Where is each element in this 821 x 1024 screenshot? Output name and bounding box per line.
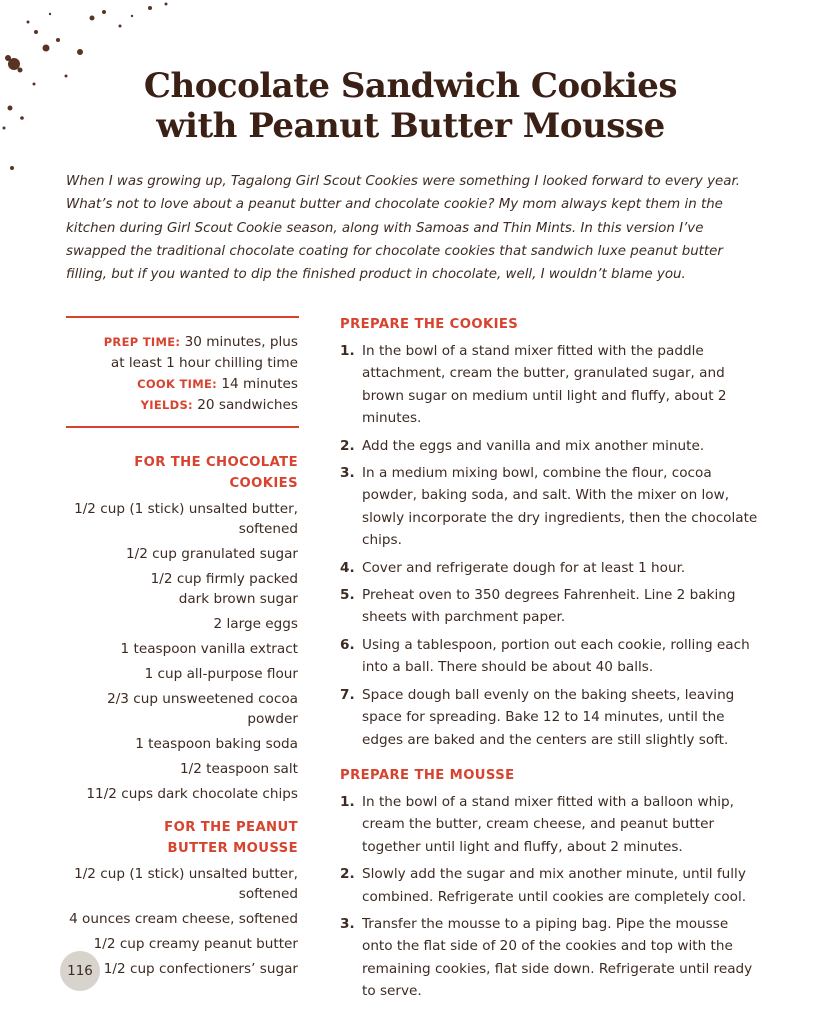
mousse-ingredients-heading: [66, 817, 298, 859]
method-step: [340, 791, 760, 858]
ingredient-line: dark brown sugar: [178, 591, 298, 607]
cook-time-value: 14 minutes: [221, 376, 298, 392]
cookies-ingredients-list: [66, 499, 298, 804]
recipe-intro: When I was growing up, Tagalong Girl Scout Cookies were something I looked forward to every year. What’s not to love about a peanut butter and chocolate cookie? My mom always kept them in the kitchen during Girl Scout Cookie season, along with Samoas and Thin Mints. In this version I’ve swapped the traditional chocolate coating for chocolate cookies that sandwich luxe peanut butter filling, but if you wanted to dip the finished product in chocolate, well, I wouldn’t blame you.: [66, 174, 740, 283]
prepare-mousse-steps: [340, 791, 760, 1003]
method-column: [340, 314, 760, 1008]
ingredient-item: [66, 544, 298, 564]
ingredient-line: softened: [238, 886, 298, 902]
mousse-ingredients-list: [66, 864, 298, 979]
step-number: 2.: [340, 866, 355, 883]
ingredient-line: 1/2 cup creamy peanut butter: [93, 936, 298, 952]
step-text: Slowly add the sugar and mix another minute, until fully combined. Refrigerate until cookies are completely cool.: [362, 866, 747, 905]
ingredient-item: [66, 689, 298, 729]
step-text: In the bowl of a stand mixer fitted with a balloon whip, cream the butter, cream cheese, and peanut butter together until light and fluffy, about 2 minutes.: [362, 793, 734, 855]
step-number: 3.: [340, 915, 355, 932]
ingredient-item: [66, 569, 298, 609]
ingredient-item: [66, 759, 298, 779]
step-number: 5.: [340, 587, 355, 604]
step-text: Using a tablespoon, portion out each cookie, rolling each into a ball. There should be about 40 balls.: [362, 636, 750, 676]
method-step: [340, 584, 760, 629]
prep-time-value-cont: at least 1 hour chilling time: [110, 355, 298, 371]
ingredient-line: 2 large eggs: [213, 616, 298, 632]
yields-label: YIELDS:: [140, 398, 193, 412]
method-step: [340, 435, 760, 457]
prep-time-value: 30 minutes, plus: [184, 334, 298, 350]
mousse-heading-line1: FOR THE PEANUT: [164, 820, 298, 835]
ingredients-column: [66, 452, 298, 979]
step-number: 4.: [340, 559, 355, 576]
step-number: 7.: [340, 686, 355, 703]
recipe-title: [0, 66, 821, 146]
prepare-mousse-heading: PREPARE THE MOUSSE: [340, 767, 515, 783]
ingredient-line: 1 cup all-purpose flour: [144, 666, 298, 682]
prepare-cookies-steps: [340, 340, 760, 751]
recipe-meta: [66, 332, 298, 416]
step-text: Add the eggs and vanilla and mix another minute.: [362, 437, 705, 454]
prepare-cookies-heading: PREPARE THE COOKIES: [340, 317, 519, 332]
method-step: [340, 634, 760, 679]
ingredient-item: [66, 934, 298, 954]
step-text: Cover and refrigerate dough for at least 1 hour.: [362, 559, 686, 576]
ingredient-item: [66, 639, 298, 659]
prep-time-label: PREP TIME:: [103, 335, 181, 349]
step-number: 2.: [340, 437, 355, 454]
step-text: Transfer the mousse to a piping bag. Pipe the mousse onto the flat side of 20 of the cookies and top with the remaining cookies, flat side down. Refrigerate until ready to serve.: [362, 915, 753, 1000]
yields-value: 20 sandwiches: [197, 397, 298, 413]
ingredient-line: 1 teaspoon vanilla extract: [120, 641, 298, 657]
ingredient-line: 1/2 cup confectioners’ sugar: [103, 961, 298, 977]
method-step: [340, 863, 760, 908]
ingredient-line: 1/2 teaspoon salt: [179, 761, 298, 777]
ingredient-line: 1/2 cup (1 stick) unsalted butter,: [74, 501, 298, 517]
ingredient-line: 1/2 cup (1 stick) unsalted butter,: [74, 866, 298, 882]
step-number: 3.: [340, 465, 355, 482]
method-step: [340, 684, 760, 751]
divider-bottom: [66, 426, 299, 428]
ingredient-item: [66, 909, 298, 929]
recipe-title-line2: with Peanut Butter Mousse: [156, 106, 665, 146]
ingredient-line: 1 teaspoon baking soda: [135, 736, 298, 752]
ingredient-line: 2/3 cup unsweetened cocoa powder: [107, 691, 298, 727]
ingredient-line: 1/2 cup granulated sugar: [125, 546, 298, 562]
cookies-ingredients-heading: FOR THE CHOCOLATE COOKIES: [134, 455, 298, 491]
divider-top: [66, 316, 299, 318]
ingredient-item: [66, 784, 298, 804]
step-number: 6.: [340, 636, 355, 653]
cook-time-label: COOK TIME:: [137, 377, 218, 391]
ingredient-item: [66, 959, 298, 979]
step-text: In the bowl of a stand mixer fitted with the paddle attachment, cream the butter, granulated sugar, and brown sugar on medium until light and fluffy, about 2 minutes.: [362, 343, 727, 427]
ingredient-item: [66, 499, 298, 539]
ingredient-line: 11/2 cups dark chocolate chips: [86, 786, 298, 802]
step-text: Preheat oven to 350 degrees Fahrenheit. Line 2 baking sheets with parchment paper.: [362, 587, 736, 626]
page-number: 116: [60, 951, 100, 991]
ingredient-item: [66, 864, 298, 904]
ingredient-line: 1/2 cup firmly packed: [150, 571, 298, 587]
ingredient-item: [66, 734, 298, 754]
step-number: 1.: [340, 343, 355, 359]
recipe-title-line1: Chocolate Sandwich Cookies: [143, 66, 678, 106]
ingredient-line: 4 ounces cream cheese, softened: [69, 911, 298, 927]
step-text: In a medium mixing bowl, combine the flour, cocoa powder, baking soda, and salt. With the mixer on low, slowly incorporate the dry ingredients, then the chocolate chips.: [362, 465, 758, 549]
method-step: [340, 557, 760, 579]
step-number: 1.: [340, 793, 355, 810]
ingredient-line: softened: [238, 521, 298, 537]
step-text: Space dough ball evenly on the baking sheets, leaving space for spreading. Bake 12 to 14 minutes, until the edges are baked and the centers are still slightly soft.: [362, 686, 735, 748]
method-step: [340, 913, 760, 1003]
method-step: [340, 462, 760, 552]
ingredient-item: [66, 664, 298, 684]
ingredient-item: [66, 614, 298, 634]
mousse-heading-line2: BUTTER MOUSSE: [167, 841, 298, 856]
method-step: [340, 340, 760, 430]
